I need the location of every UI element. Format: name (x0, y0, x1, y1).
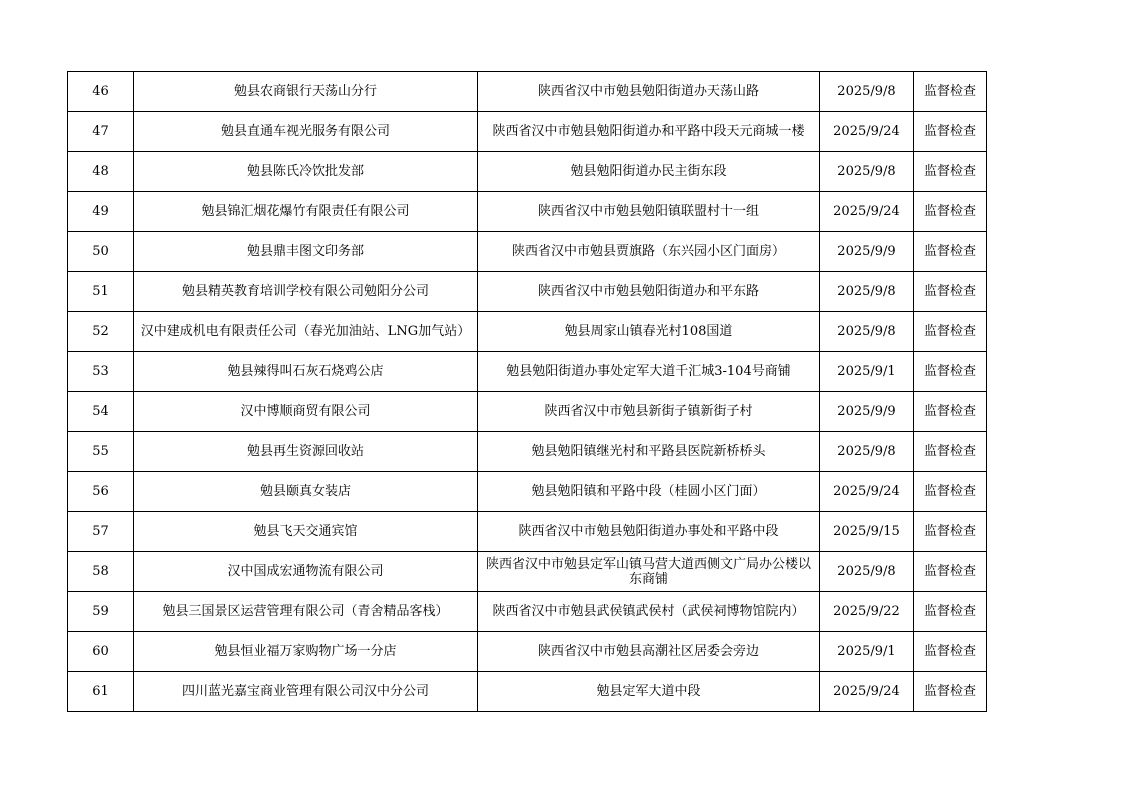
address-cell: 陕西省汉中市勉县新街子镇新街子村 (478, 392, 820, 432)
table-row (68, 592, 987, 632)
company-name-cell: 勉县鼎丰图文印务部 (134, 232, 478, 272)
row-number-cell: 59 (68, 592, 134, 632)
inspection-type-cell: 监督检查 (914, 192, 987, 232)
row-number-cell: 47 (68, 112, 134, 152)
table-row (68, 392, 987, 432)
inspection-date-cell: 2025/9/15 (820, 512, 914, 552)
inspection-type-cell: 监督检查 (914, 552, 987, 592)
company-name-cell: 勉县锦汇烟花爆竹有限责任有限公司 (134, 192, 478, 232)
company-name-cell: 勉县颐真女装店 (134, 472, 478, 512)
table-row (68, 432, 987, 472)
row-number-cell: 51 (68, 272, 134, 312)
table-row (68, 552, 987, 592)
inspection-table (67, 71, 987, 712)
company-name-cell: 汉中国成宏通物流有限公司 (134, 552, 478, 592)
inspection-table-body (68, 72, 987, 712)
row-number-cell: 46 (68, 72, 134, 112)
inspection-date-cell: 2025/9/24 (820, 112, 914, 152)
inspection-type-cell: 监督检查 (914, 432, 987, 472)
address-cell: 勉县勉阳镇继光村和平路县医院新桥桥头 (478, 432, 820, 472)
table-row (68, 272, 987, 312)
address-cell: 勉县周家山镇春光村108国道 (478, 312, 820, 352)
table-row (68, 632, 987, 672)
address-cell: 陕西省汉中市勉县勉阳镇联盟村十一组 (478, 192, 820, 232)
inspection-type-cell: 监督检查 (914, 592, 987, 632)
address-cell: 勉县勉阳街道办民主街东段 (478, 152, 820, 192)
inspection-date-cell: 2025/9/9 (820, 232, 914, 272)
address-cell: 陕西省汉中市勉县勉阳街道办和平路中段天元商城一楼 (478, 112, 820, 152)
inspection-date-cell: 2025/9/24 (820, 192, 914, 232)
inspection-date-cell: 2025/9/22 (820, 592, 914, 632)
address-cell: 勉县定军大道中段 (478, 672, 820, 712)
table-row (68, 192, 987, 232)
address-cell: 陕西省汉中市勉县勉阳街道办和平东路 (478, 272, 820, 312)
row-number-cell: 56 (68, 472, 134, 512)
table-row (68, 512, 987, 552)
company-name-cell: 勉县农商银行天荡山分行 (134, 72, 478, 112)
inspection-date-cell: 2025/9/8 (820, 432, 914, 472)
company-name-cell: 勉县恒业福万家购物广场一分店 (134, 632, 478, 672)
company-name-cell: 勉县精英教育培训学校有限公司勉阳分公司 (134, 272, 478, 312)
inspection-date-cell: 2025/9/8 (820, 272, 914, 312)
address-cell: 勉县勉阳镇和平路中段（桂圆小区门面） (478, 472, 820, 512)
inspection-date-cell: 2025/9/1 (820, 352, 914, 392)
table-row (68, 472, 987, 512)
table-row (68, 672, 987, 712)
company-name-cell: 勉县直通车视光服务有限公司 (134, 112, 478, 152)
row-number-cell: 50 (68, 232, 134, 272)
inspection-type-cell: 监督检查 (914, 152, 987, 192)
inspection-type-cell: 监督检查 (914, 352, 987, 392)
table-row (68, 232, 987, 272)
table-row (68, 312, 987, 352)
address-cell: 陕西省汉中市勉县贾旗路（东兴园小区门面房） (478, 232, 820, 272)
inspection-type-cell: 监督检查 (914, 392, 987, 432)
inspection-type-cell: 监督检查 (914, 512, 987, 552)
inspection-type-cell: 监督检查 (914, 112, 987, 152)
inspection-date-cell: 2025/9/9 (820, 392, 914, 432)
company-name-cell: 四川蓝光嘉宝商业管理有限公司汉中分公司 (134, 672, 478, 712)
row-number-cell: 54 (68, 392, 134, 432)
company-name-cell: 汉中博顺商贸有限公司 (134, 392, 478, 432)
company-name-cell: 勉县再生资源回收站 (134, 432, 478, 472)
address-cell: 陕西省汉中市勉县武侯镇武侯村（武侯祠博物馆院内） (478, 592, 820, 632)
company-name-cell: 勉县三国景区运营管理有限公司（青舍精品客栈） (134, 592, 478, 632)
address-cell: 陕西省汉中市勉县勉阳街道办天荡山路 (478, 72, 820, 112)
row-number-cell: 55 (68, 432, 134, 472)
row-number-cell: 52 (68, 312, 134, 352)
address-cell: 陕西省汉中市勉县勉阳街道办事处和平路中段 (478, 512, 820, 552)
inspection-type-cell: 监督检查 (914, 472, 987, 512)
inspection-type-cell: 监督检查 (914, 272, 987, 312)
table-row (68, 72, 987, 112)
inspection-date-cell: 2025/9/24 (820, 672, 914, 712)
inspection-date-cell: 2025/9/24 (820, 472, 914, 512)
inspection-type-cell: 监督检查 (914, 72, 987, 112)
company-name-cell: 勉县辣得叫石灰石烧鸡公店 (134, 352, 478, 392)
row-number-cell: 49 (68, 192, 134, 232)
inspection-type-cell: 监督检查 (914, 232, 987, 272)
company-name-cell: 汉中建成机电有限责任公司（春光加油站、LNG加气站） (134, 312, 478, 352)
table-row (68, 352, 987, 392)
row-number-cell: 61 (68, 672, 134, 712)
row-number-cell: 60 (68, 632, 134, 672)
address-cell: 陕西省汉中市勉县高潮社区居委会旁边 (478, 632, 820, 672)
inspection-type-cell: 监督检查 (914, 312, 987, 352)
row-number-cell: 48 (68, 152, 134, 192)
inspection-date-cell: 2025/9/8 (820, 312, 914, 352)
table-row (68, 112, 987, 152)
row-number-cell: 58 (68, 552, 134, 592)
address-cell: 勉县勉阳街道办事处定军大道千汇城3-104号商铺 (478, 352, 820, 392)
inspection-date-cell: 2025/9/1 (820, 632, 914, 672)
table-row (68, 152, 987, 192)
row-number-cell: 53 (68, 352, 134, 392)
inspection-type-cell: 监督检查 (914, 632, 987, 672)
inspection-date-cell: 2025/9/8 (820, 552, 914, 592)
inspection-date-cell: 2025/9/8 (820, 72, 914, 112)
company-name-cell: 勉县飞天交通宾馆 (134, 512, 478, 552)
address-cell: 陕西省汉中市勉县定军山镇马营大道西侧文广局办公楼以东商铺 (478, 552, 820, 592)
row-number-cell: 57 (68, 512, 134, 552)
inspection-date-cell: 2025/9/8 (820, 152, 914, 192)
company-name-cell: 勉县陈氏冷饮批发部 (134, 152, 478, 192)
inspection-type-cell: 监督检查 (914, 672, 987, 712)
